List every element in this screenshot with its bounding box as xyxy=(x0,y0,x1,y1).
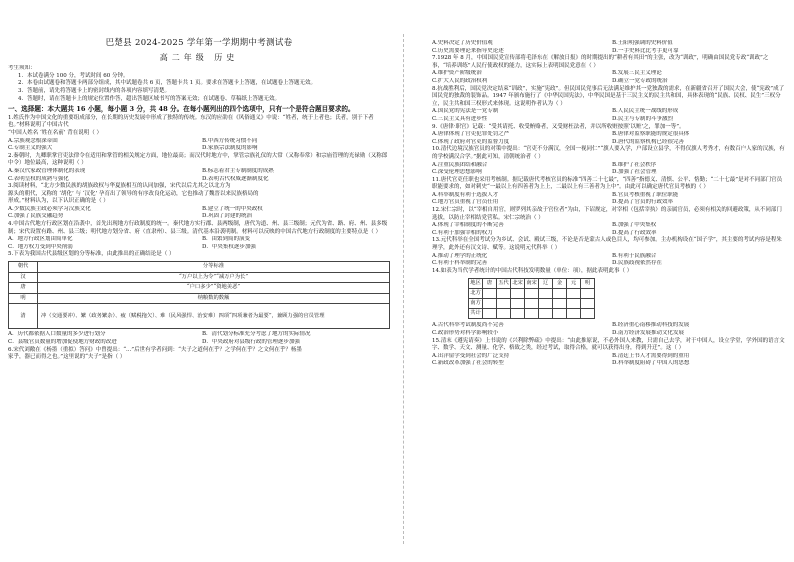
table-cell xyxy=(497,289,511,299)
option: D.民主与专制的斗争激烈 xyxy=(612,115,673,122)
option: C.扩大人民的政治权利 xyxy=(432,77,488,84)
section-heading: 一、选择题：本大题共 16 小题，每小题 3 分，共 48 分。在每小题列出的四个选项中，只有一个是符合题目要求的。 xyxy=(8,105,355,114)
table-cell xyxy=(483,289,497,299)
table-header-cell: 北宋 xyxy=(511,279,525,289)
question-options xyxy=(432,222,786,237)
question-options xyxy=(432,70,786,85)
option: A.宗族观念根深蒂固 xyxy=(8,137,58,144)
question-stem: 1.姓氏作为中国文化的重要组成部分，在长期的历史发展中形成了独特的传统。东汉的应劭在《风俗通义》中说：“姓者，统于上者也；氏者，别于下者也。”材料说明了中国古代 xyxy=(8,114,374,129)
table-cell xyxy=(525,309,539,319)
option: D.民族歧视依然存在 xyxy=(612,260,662,267)
table-cell: 清 xyxy=(9,304,38,329)
table-cell xyxy=(525,299,539,309)
option: C.体现了政府对官吏的监督力度 xyxy=(432,138,510,145)
option: B.王阳明强调的史料价值 xyxy=(612,40,673,46)
table-cell: “万户以上为令”“减万户为长” xyxy=(38,272,390,283)
option: A.注重民族团结和融合 xyxy=(432,161,488,168)
option: B.中西方传统习惯不同 xyxy=(202,137,258,144)
question-options xyxy=(432,253,786,268)
option: B.人民民主统一战线的形成 xyxy=(612,108,679,115)
table-cell xyxy=(539,309,553,319)
option: B.经济重心南移推动科技的发展 xyxy=(612,322,690,329)
exam-title: 巴楚县 2024-2025 学年第一学期期中考测试卷 xyxy=(105,38,293,48)
option: D.唐代的监察机构已经很完善 xyxy=(612,138,684,145)
question-stem: “中国人姓名 ‘姓在名前’ 背在说明（ ） xyxy=(8,129,103,136)
option: C.地方官员重视了官员任用 xyxy=(432,199,499,206)
table-cell: 共计 xyxy=(469,309,483,319)
table-header-row xyxy=(9,262,390,273)
option: C.有利于科举制的完善 xyxy=(432,260,488,267)
question-stem: 形成。”材料认为，以下认识正确的是（ ） xyxy=(8,198,109,205)
table-cell: 汉 xyxy=(9,272,38,283)
table-cell xyxy=(581,299,595,309)
question-options xyxy=(432,131,786,146)
question-options xyxy=(8,331,390,346)
question-options xyxy=(432,322,786,337)
question-stem: 3.阅读材料，“北方少数民族的胡族政权与华夏族相互的认同加强，宋代以后尤其之以北方为 xyxy=(8,183,231,190)
table-header-cell: 明 xyxy=(581,279,595,289)
option: D.加强了社会管理 xyxy=(612,169,657,176)
question-stem: 14.如表为当代学者统计的中国古代科技发明数量（单位：项），据此表明此事（ ） xyxy=(432,267,633,274)
option: A.出洋留学受到社会的广泛支持 xyxy=(432,352,510,359)
option: B．清代划分标准充分考虑了地方的实际情况 xyxy=(202,331,311,338)
notice-line: 3．答题前，请先将答题卡上的密封线内的各项内容填写清楚。 xyxy=(18,87,171,94)
table-cell: 纳粮数的数额 xyxy=(38,293,390,304)
table-header-cell: 地区 xyxy=(469,279,483,289)
option: C．地方权力受到中央削弱 xyxy=(8,243,73,250)
question-stem: 5.下表为我国古代县级区划的分等标准，由此推出的正确结论是（ ） xyxy=(8,251,175,258)
option: B．由繁到简的演变 xyxy=(202,236,251,243)
option: A.科举制度有利于选拔人才 xyxy=(432,191,499,198)
option: B.清廷上书人才需要得到的重用 xyxy=(612,352,690,359)
table-cell xyxy=(497,299,511,309)
option: D.提高了官员的行政效率 xyxy=(612,199,673,206)
table-cell xyxy=(581,289,595,299)
question-stem: 8.抗战胜利后，国民党决定结束“训政”，实施“宪政”。但民国民党事后无法满足维护其一党独裁的需求，在新疆省召开了国民大会，使“宪政”成了国民党的独裁的装饰品。1947 年颁布施行了《中华民国宪法》，中华民国是基于三民主义的民主共和国，具体表现的“民族、民权、民生”三权分立，民主共和国三权形式来体现。这说明作者认为（ ） xyxy=(432,85,785,107)
option: B.官员考核重视了职位职能 xyxy=(612,191,679,198)
option: A.史料决定了历史价值观 xyxy=(432,40,493,46)
table-cell xyxy=(539,289,553,299)
option: A.古代科举考试制度尚不完善 xyxy=(432,322,504,329)
question-options xyxy=(8,236,390,251)
option: C.历史需要理论来指导史论述 xyxy=(432,47,504,54)
option: B.维护了社会秩序 xyxy=(612,161,657,168)
option: B.有利于民族融合 xyxy=(612,252,657,259)
option: C.专制主义的强大 xyxy=(8,145,53,152)
table-cell xyxy=(567,309,581,319)
table-cell: 冲（交通要冲）、繁（政务繁杂）、疲（赋税拖欠）、难（民风强悍、治安难）四项“四项兼者为最要”，兼顾力强的官员管理 xyxy=(38,304,390,329)
option: A.秦汉代家政管理体制化的表现 xyxy=(8,167,86,174)
right-questions xyxy=(432,40,786,275)
right-column xyxy=(432,0,786,562)
option: D.科举制度阻碍了中国人的思想 xyxy=(612,360,690,367)
table-cell: “户口多少”“资地美恶” xyxy=(38,283,390,294)
table-header-cell: 辽 xyxy=(539,279,553,289)
table-header-row xyxy=(469,279,595,289)
table-header-cell: 金 xyxy=(553,279,567,289)
table-cell xyxy=(525,289,539,299)
question-stem: 家乎，器已而得之也。”这里说的“夫子”是指（ ） xyxy=(8,354,126,361)
option: B.唐律对监察职能的规定很具体 xyxy=(612,131,690,138)
option: D.家族宗法制度的影响 xyxy=(202,145,258,152)
table-cell xyxy=(497,309,511,319)
science-table xyxy=(468,278,595,319)
option: C.新政改革加强了社会的转型 xyxy=(432,360,504,367)
question-options xyxy=(432,353,786,368)
option: D.表明古代权威逐渐制度化 xyxy=(202,175,269,182)
notice-line: 4．答题时，请在答题卡上的规定位置作答，超出答题区域书写的答案无效；在试题卷、草稿纸上答题无效。 xyxy=(18,95,281,102)
question-stem: 4.中国古代地方行政区划在沿袭中，首先出现地方行政制度的统一。秦代地方实行郡、县两级制，唐代为道、州、县三级制；元代为省、路、府、州、县多级制；宋代设置有路、州、县三级；明代地方划分省、府（直隶州）、县三级。清代基本沿袭明制。材料可以反映的中国古代地方行政制度的主要特点是（ ） xyxy=(8,221,388,235)
table-row xyxy=(9,283,390,294)
option: A．历代都依据人口数量的多少进行划分 xyxy=(8,331,106,338)
question-stem: 13.元代科举在全国考试分为乡试、会试、殿试三级，不论是否是蒙古人或色目人，均可参加。主办机构设在“国子学”，其主要的考试内容是程朱理学，此外还有汉文诗、赋等。这说明元代科举（ ） xyxy=(432,237,782,252)
table-header-cell: 五代 xyxy=(497,279,511,289)
table-header-cell: 分等标准 xyxy=(38,262,390,273)
notice-line: 2．本卷由试题卷和答题卡两部分组成，其中试题卷共 6 页，答题卡共 1 页。要求在答题卡上答题，在试题卷上答题无效。 xyxy=(18,80,316,87)
column-divider xyxy=(403,34,404,544)
table-cell xyxy=(553,309,567,319)
question-stem: 7.1928 年 8 月，中国国民党宣传部将毛泽东在《解放日报》的时期提出的“耕者有其田”的主张，改为“训政”，明确由国民党专政“训政”之事，“培养训练”人民行使政权的能力，这实际上表明国民党意在（ ） xyxy=(432,55,769,69)
option: A.唐律体现了官吏犯罪处罚之严 xyxy=(432,131,510,138)
option: C.三民主义具有进步性 xyxy=(432,115,488,122)
question-options xyxy=(8,168,390,183)
table-cell: 南方 xyxy=(469,299,483,309)
table-cell xyxy=(483,309,497,319)
option: C．县级官员数量的增加促使地方财政的改进 xyxy=(8,339,117,345)
question-stem: 15.清末《遵宪请奏》上书说的《兴利除弊疏》中提出：“由此推原说，不必外国人来教，只需自己去学，对于中国人，设立学堂，学外国的语言文字、数学、天文、测量、化学、格致之类，经过考试，取得合格，就可以获得出身，得到升迁”。这（ ） xyxy=(432,337,785,352)
option: D．中央集权逐步加强 xyxy=(202,243,256,250)
question-stem: 9.《唐律·职官》记载：“受其请托、收受贿赂者，又受财枉法者，并以所收赃按照‘以赃’之，罪加一等”。 xyxy=(432,123,685,130)
option: C.政治形势对科学影响较小 xyxy=(432,330,499,336)
option: A．地方行政区划由简单化 xyxy=(8,236,73,243)
dynasty-table xyxy=(8,261,390,329)
option: D.提高了行政效率 xyxy=(612,229,657,236)
notice-line: 考生须知： xyxy=(8,65,36,72)
option: B.标志着君主专制制度的成熟 xyxy=(202,167,274,174)
table-cell xyxy=(539,299,553,309)
question-options xyxy=(432,162,786,177)
option: B.加强了中央集权 xyxy=(612,222,657,229)
option: A.体现了宰相制度的不断完善 xyxy=(432,222,504,229)
question-options xyxy=(8,206,390,221)
question-stem: 12.宋仁宗时，以“宰相自用官，则罗列其亲故于官位者”为由，下诏规定，对宰相（包括宰执）的亲属官员，必须有相关的回避政策，从不同部门选拔，以防止宰相结党营私。宋仁宗统治（ ） xyxy=(432,207,782,221)
table-cell xyxy=(511,299,525,309)
option: C.表明皇权的成熟与强化 xyxy=(8,175,69,182)
left-questions-after xyxy=(8,331,390,361)
table-cell xyxy=(567,289,581,299)
option: B.建立了统一的中央政权 xyxy=(202,205,263,212)
option: D.巩固了封建的统治 xyxy=(202,213,252,220)
table-cell xyxy=(511,289,525,299)
option: D.一手史料比比考手更可靠 xyxy=(612,47,679,54)
table-cell xyxy=(553,299,567,309)
table-cell: 北方 xyxy=(469,289,483,299)
table-cell xyxy=(483,299,497,309)
option: C.加强了民族交融趋势 xyxy=(8,213,64,220)
table-cell xyxy=(553,289,567,299)
table-row xyxy=(9,272,390,283)
table-row xyxy=(469,289,595,299)
question-stem: 源头的朝代，又称的 ‘胡化’ 与 ‘汉化’ 孕育出了领导的有序改良化运动，它也推动了魏晋以来民族格局的 xyxy=(8,190,259,197)
table-row xyxy=(9,304,390,329)
option: D.南方经济发展推动文化发展 xyxy=(612,330,684,336)
option: D．中央政府对县级行政的管理逐步加强 xyxy=(202,339,300,345)
exam-subtitle: 高二年级 历史 xyxy=(159,52,239,62)
option: A.维护资产阶级统治 xyxy=(432,70,482,77)
question-options xyxy=(432,40,786,55)
table-row xyxy=(9,293,390,304)
question-options xyxy=(8,138,390,153)
option: A.少数民族主政必须学习汉族文化 xyxy=(8,205,91,212)
question-options xyxy=(432,108,786,123)
option: D.确立一党专政的统治 xyxy=(612,77,668,84)
table-header-cell: 南宋 xyxy=(525,279,539,289)
left-questions xyxy=(8,115,390,259)
exam-notice xyxy=(8,65,390,103)
option: C.深受伦理思想影响 xyxy=(432,169,482,176)
right-questions-after xyxy=(432,322,786,368)
question-options xyxy=(432,192,786,207)
table-row xyxy=(469,309,595,319)
table-row xyxy=(469,299,595,309)
option: A.国民党的宪法是一党专制 xyxy=(432,108,499,115)
table-header-cell: 元 xyxy=(567,279,581,289)
option: B.发展三民主义理论 xyxy=(612,70,662,77)
question-stem: 11.唐代官吏任职也采用考核制。据记载唐代考核官员的标准“四善二十七最”，“四善”指德义、清慎、公平、恪勤；“二十七最”是对不同部门官员职能要求的，如对刺史“一最以上有四善者为上上，二最以上有三善者为上中”。由此可以确定唐代官员考核的（ ） xyxy=(432,176,783,191)
notice-line: 1．本试卷满分 100 分，考试时间 60 分钟。 xyxy=(18,72,129,79)
question-stem: 6.宋代刘敞在《杨墨（重拟）答问》中曾提出：“...”后世有学者问到：“夫子之道何在乎？之学何在乎？之文何在乎？杨墨 xyxy=(8,346,302,353)
table-cell xyxy=(511,309,525,319)
left-column xyxy=(8,0,390,562)
table-header-cell: 朝代 xyxy=(9,262,38,273)
question-stem: 2.秦朝时，九卿职掌官吏法律令在适用和掌管的相关规定方面，地位最高；而汉代时地方中，掌管宗族礼仪的大常（又称奉常）和宗庙管理的光禄勋（又称郎中令）地位最高，这种说明（ ） xyxy=(8,152,388,167)
table-cell: 明 xyxy=(9,293,38,304)
table-cell xyxy=(581,309,595,319)
table-cell: 唐 xyxy=(9,283,38,294)
option: C.有利于加强宰相的权力 xyxy=(432,229,493,236)
question-stem: 10.清代边境汉族官员的对策中提出：“官吏不分满汉，全国一视同仁”“旗人要入学，户部设立县学，不得仅旗人考秀才，有数百户人家的汉族，有的学校满汉合学。”据此可知，清朝统治者（ ） xyxy=(432,146,785,160)
table-cell xyxy=(567,299,581,309)
option: A.推动了理学的正统化 xyxy=(432,252,488,259)
table-header-cell: 唐 xyxy=(483,279,497,289)
